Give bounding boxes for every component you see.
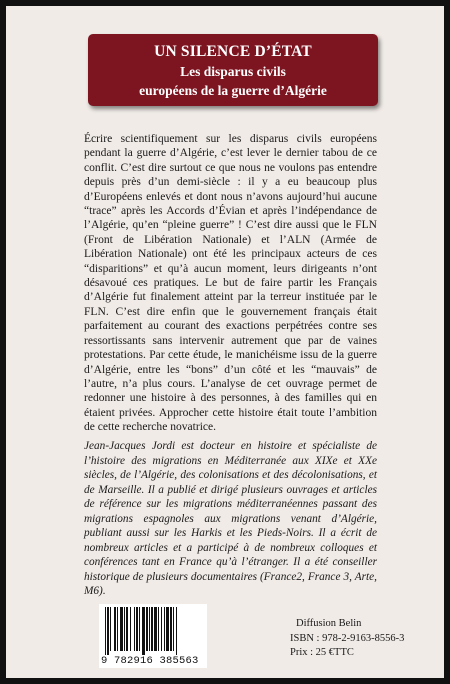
title-box bbox=[88, 34, 378, 106]
back-cover bbox=[6, 6, 444, 678]
book-subtitle-line1: Les disparus civils bbox=[180, 64, 286, 79]
isbn: ISBN : 978-2-9163-8556-3 bbox=[290, 633, 405, 644]
distributor: Diffusion Belin bbox=[296, 618, 362, 629]
barcode-digits: 9 782916 385563 bbox=[101, 655, 199, 667]
book-subtitle-line2: européens de la guerre d’Algérie bbox=[139, 83, 327, 98]
barcode-bars bbox=[105, 607, 201, 655]
book-title: UN SILENCE D’ÉTAT bbox=[154, 43, 312, 60]
price: Prix : 25 €TTC bbox=[290, 647, 354, 658]
book-summary: Écrire scientifiquement sur les disparus civils européens pendant la guerre d’Algérie, c’est lever le dernier tabou de ce conflit. C’est dire surtout ce que nous ne voulons pas entendre depuis près d’un demi-siècle : il y a eu beaucoup plus d’Européens enlevés et dont nous n’avons aujourd’hui aucune “trace” après les Accords d’Évian et après l’indépendance de l’Algérie, qu’en “pleine guerre” ! C’est dire aussi que le FLN (Front de Libération Nationale) et l’ALN (Armée de Libération Nationale) ont été les principaux acteurs de ces “disparitions” et qu’à aucun moment, leurs dirigeants n’ont désavoué ces pratiques. Le but de faire partir les Français d’Algérie fut finalement atteint par la terreur instituée par le FLN. C’est dire enfin que le gouvernement français était parfaitement au courant des exactions perpétrées contre ses ressortissants sans intervenir autrement que par de vaines protestations. Par cette étude, le manichéisme issu de la guerre d’Algérie, entre les “bons” d’un côté et les “mauvais” de l’autre, n’a plus cours. L’analyse de cet ouvrage permet de redonner une histoire à des personnes, à des familles qui en étaient privées. Approcher cette histoire était toute l’ambition de cette recherche novatrice. bbox=[84, 133, 377, 434]
publisher-info bbox=[290, 617, 404, 660]
barcode bbox=[99, 604, 207, 668]
author-bio: Jean-Jacques Jordi est docteur en histoire et spécialiste de l’histoire des migrations en Méditerranée aux XIXe et XXe siècles, de l’Algérie, des colonisations et des décolonisations, et de Marseille. Il a publié et dirigé plusieurs ouvrages et articles de référence sur les migrations méditerranéennes passant des migrations espagnoles aux migrations venant d’Algérie, publiant aussi sur les Harkis et les Pieds-Noirs. Il a écrit de nombreux articles et a participé à de nombreux colloques et conférences tant en France qu’à l’étranger. Il a été conseiller historique de plusieurs documentaires (France2, France 3, Arte, M6). bbox=[84, 440, 377, 597]
